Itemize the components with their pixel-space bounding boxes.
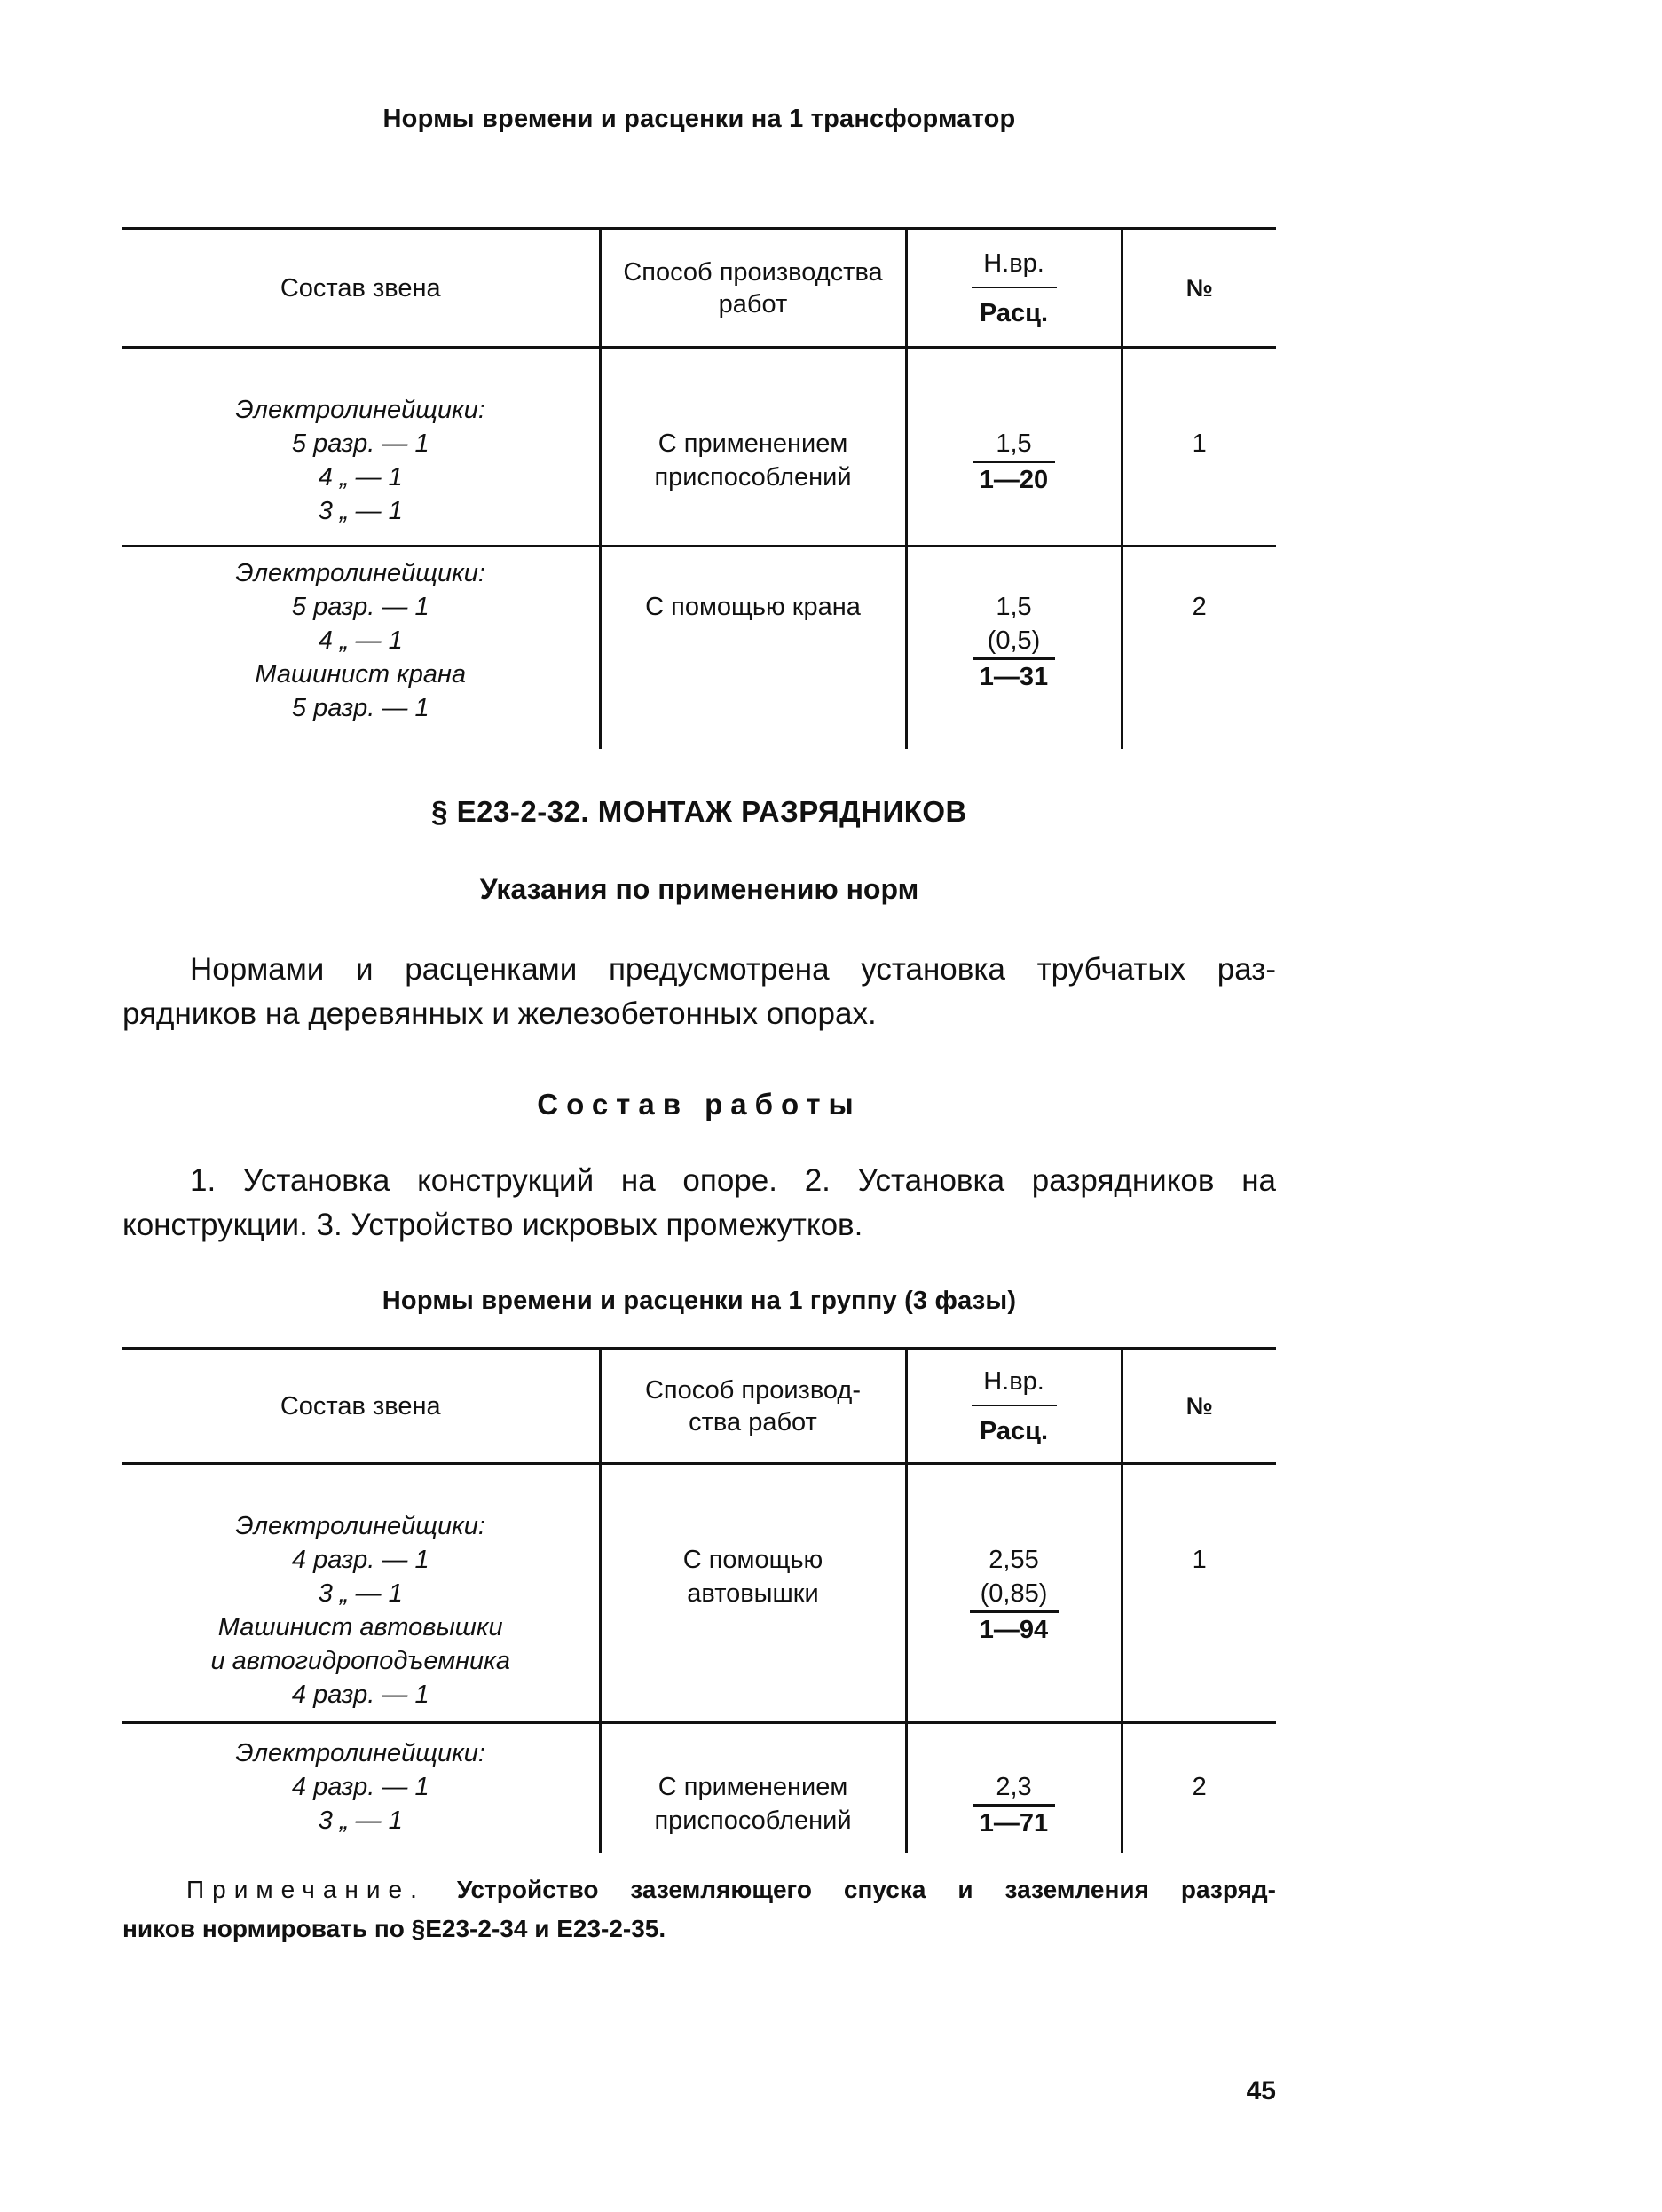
crew-line: 5 разр. — 1 <box>291 429 429 458</box>
table2-row1-norm <box>906 1464 1122 1723</box>
norm-fraction <box>973 1770 1055 1840</box>
norm-value: 2,3 <box>996 1773 1032 1801</box>
table2-row2-method <box>600 1723 906 1853</box>
table2-header-method <box>600 1349 906 1464</box>
work-text <box>122 1159 1276 1248</box>
norm-fraction <box>970 1543 1059 1647</box>
table2-row2-crew <box>122 1723 600 1853</box>
rate-value: 1—20 <box>973 461 1055 497</box>
crew-line: Электролинейщики: <box>235 559 485 587</box>
note-text: Устройство заземляющего спуска и заземления разряд- <box>456 1876 1277 1903</box>
table2-row1-num: 1 <box>1122 1464 1276 1723</box>
table1-header-method: Способ производства работ <box>600 229 906 348</box>
guidelines-heading: Указания по применению норм <box>479 873 919 905</box>
note-line-1 <box>122 1870 1276 1909</box>
crew-line: 5 разр. — 1 <box>291 593 429 621</box>
table1-row2-num: 2 <box>1122 547 1276 749</box>
norm-value: (0,85) <box>980 1579 1048 1608</box>
section-title: § Е23-2-32. МОНТАЖ РАЗРЯДНИКОВ <box>431 795 967 828</box>
table2-header-norm-top: Н.вр. <box>983 1366 1044 1396</box>
table2-row2-num: 2 <box>1122 1723 1276 1853</box>
table1-header-norm <box>906 229 1122 348</box>
method-line: приспособлений <box>654 463 852 492</box>
guidelines-line: рядников на деревянных и железобетонных опорах. <box>122 996 877 1031</box>
table1-header-crew: Состав звена <box>280 273 441 303</box>
norm-value: (0,5) <box>987 626 1041 655</box>
guidelines-line: Нормами и расценками предусмотрена установка трубчатых раз- <box>190 952 1276 987</box>
table2-header-norm <box>906 1349 1122 1464</box>
method-line: приспособлений <box>654 1807 852 1835</box>
norm-value: 1,5 <box>996 593 1032 621</box>
table2-row1-crew <box>122 1464 600 1723</box>
table1-row1-norm <box>906 348 1122 547</box>
crew-line: 4 „ — 1 <box>318 626 403 655</box>
work-heading: Состав работы <box>537 1088 862 1121</box>
table2-row1-method <box>600 1464 906 1723</box>
rate-value: 1—31 <box>973 657 1055 694</box>
table2 <box>122 1347 1276 1853</box>
table1-row1-method <box>600 348 906 547</box>
crew-line: 4 разр. — 1 <box>291 1773 429 1801</box>
table2-header-num: № <box>1122 1349 1276 1464</box>
crew-line: 3 „ — 1 <box>318 1579 403 1608</box>
work-line: 1. Установка конструкций на опоре. 2. Установка разрядников на <box>190 1163 1276 1198</box>
note-line-2: ников нормировать по §Е23-2-34 и Е23-2-35. <box>122 1915 666 1942</box>
table2-header-method-text: Способ производ-ства работ <box>644 1375 861 1437</box>
table-row <box>122 547 1276 749</box>
table1-row1-num: 1 <box>1122 348 1276 547</box>
method-line: С применением <box>658 1773 848 1801</box>
table2-caption: Нормы времени и расценки на 1 группу (3 фазы) <box>382 1287 1017 1315</box>
table1-header-norm-bottom: Расц. <box>979 298 1049 327</box>
crew-line: 4 разр. — 1 <box>291 1681 429 1709</box>
norm-fraction <box>973 590 1055 694</box>
rate-value: 1—94 <box>970 1610 1059 1647</box>
work-line: конструкции. 3. Устройство искровых промежутков. <box>122 1208 863 1242</box>
table-row <box>122 348 1276 547</box>
rate-value: 1—71 <box>973 1804 1055 1840</box>
table1 <box>122 227 1276 749</box>
norm-value: 1,5 <box>996 429 1032 458</box>
table-row <box>122 1464 1276 1723</box>
crew-line: и автогидроподъемника <box>210 1647 511 1675</box>
note <box>122 1870 1276 1948</box>
method-line: С помощью <box>682 1546 823 1574</box>
crew-line: Электролинейщики: <box>235 396 485 424</box>
crew-line: 5 разр. — 1 <box>291 694 429 722</box>
table2-header-crew: Состав звена <box>280 1391 441 1421</box>
crew-line: 4 „ — 1 <box>318 463 403 492</box>
table1-header-norm-top: Н.вр. <box>983 248 1044 278</box>
table-row <box>122 1723 1276 1853</box>
page-number: 45 <box>1246 2076 1276 2106</box>
crew-line: 3 „ — 1 <box>318 1807 403 1835</box>
table1-row1-crew <box>122 348 600 547</box>
crew-line: Машинист крана <box>255 660 467 689</box>
table1-header-num: № <box>1122 229 1276 348</box>
crew-line: Электролинейщики: <box>235 1512 485 1540</box>
method-line: С помощью крана <box>645 593 861 621</box>
guidelines-text <box>122 948 1276 1036</box>
crew-line: 3 „ — 1 <box>318 497 403 525</box>
table2-row2-norm <box>906 1723 1122 1853</box>
crew-line: Электролинейщики: <box>235 1739 485 1767</box>
norm-fraction <box>973 427 1055 497</box>
method-line: автовышки <box>687 1579 819 1608</box>
table1-row2-method <box>600 547 906 749</box>
table1-caption: Нормы времени и расценки на 1 трансформатор <box>382 105 1016 133</box>
table1-row2-norm <box>906 547 1122 749</box>
crew-line: Машинист автовышки <box>217 1613 503 1641</box>
norm-value: 2,55 <box>989 1546 1039 1574</box>
method-line: С применением <box>658 429 848 458</box>
table2-header-norm-bottom: Расц. <box>979 1416 1049 1445</box>
table1-row2-crew <box>122 547 600 749</box>
note-label: Примечание. <box>186 1876 425 1903</box>
crew-line: 4 разр. — 1 <box>291 1546 429 1574</box>
